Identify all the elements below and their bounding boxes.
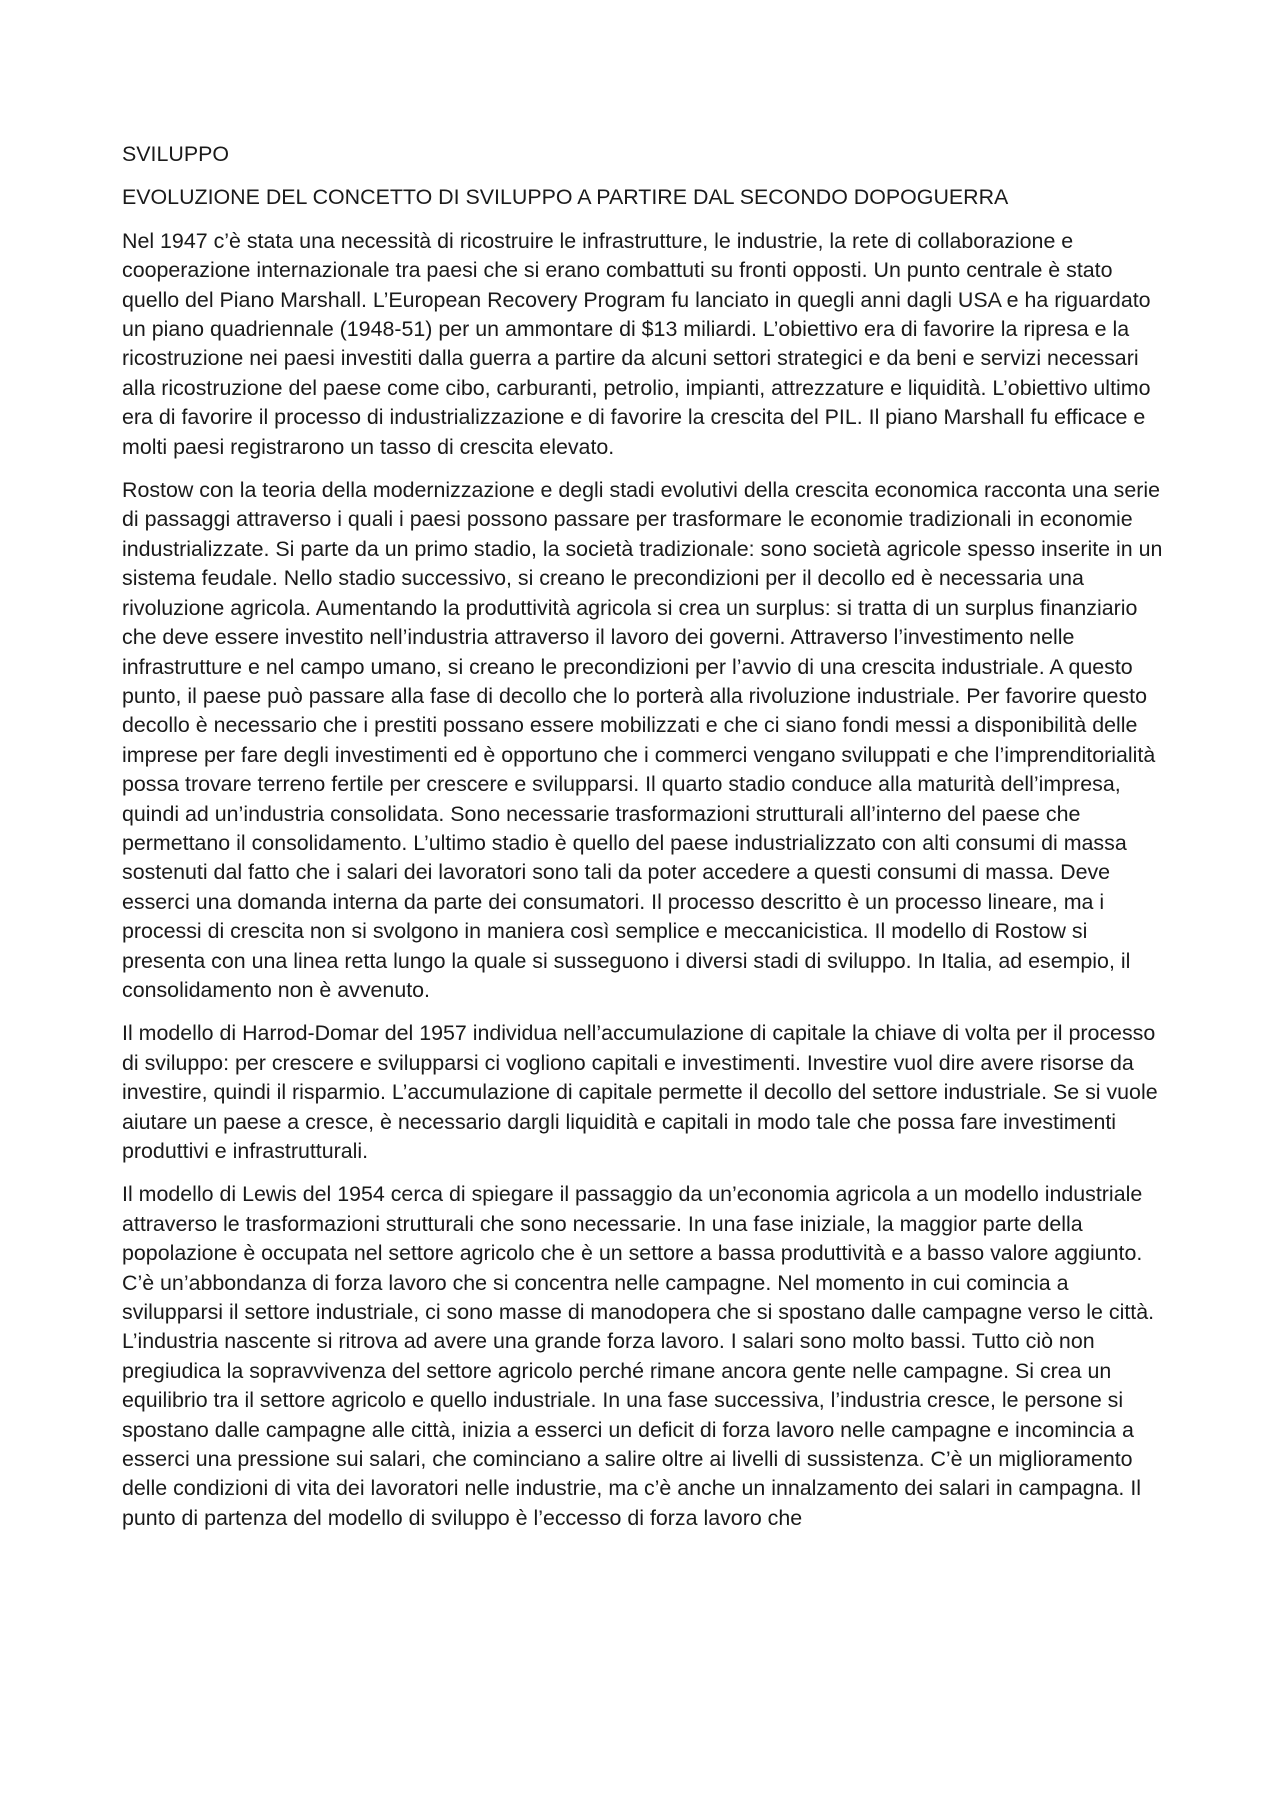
document-subtitle: EVOLUZIONE DEL CONCETTO DI SVILUPPO A PARTIRE DAL SECONDO DOPOGUERRA [122,185,1009,210]
paragraph-marshall-plan: Nel 1947 c’è stata una necessità di ricostruire le infrastrutture, le industrie, la rete di collaborazione e cooperazione internazionale tra paesi che si erano combattuti su fronti opposti. Un punto centrale è stato quello del Piano Marshall. L’European Recovery Program fu lanciato in quegli anni dagli USA e ha riguardato un piano quadriennale (1948-51) per un ammontare di $13 miliardi. L’obiettivo era di favorire la ripresa e la ricostruzione nei paesi investiti dalla guerra a partire da alcuni settori strategici e da beni e servizi necessari alla ricostruzione del paese come cibo, carburanti, petrolio, impianti, attrezzature e liquidità. L’obiettivo ultimo era di favorire il processo di industrializzazione e di favorire la crescita del PIL. Il piano Marshall fu efficace e molti paesi registrarono un tasso di crescita elevato. [122,228,1151,459]
document-page [122,140,1167,1547]
paragraph-rostow: Rostow con la teoria della modernizzazione e degli stadi evolutivi della crescita economica racconta una serie di passaggi attraverso i quali i paesi possono passare per trasformare le economie tradizionali in economie industrializzate. Si parte da un primo stadio, la società tradizionale: sono società agricole spesso inserite in un sistema feudale. Nello stadio successivo, si creano le precondizioni per il decollo ed è necessaria una rivoluzione agricola. Aumentando la produttività agricola si crea un surplus: si tratta di un surplus finanziario che deve essere investito nell’industria attraverso il lavoro dei governi. Attraverso l’investimento nelle infrastrutture e nel campo umano, si creano le precondizioni per l’avvio di una crescita industriale. A questo punto, il paese può passare alla fase di decollo che lo porterà alla rivoluzione industriale. Per favorire questo decollo è necessario che i prestiti possano essere mobilizzati e che ci siano fondi messi a disponibilità delle imprese per fare degli investimenti ed è opportuno che i commerci vengano sviluppati e che l’imprenditorialità possa trovare terreno fertile per crescere e svilupparsi. Il quarto stadio conduce alla maturità dell’impresa, quindi ad un’industria consolidata. Sono necessarie trasformazioni strutturali all’interno del paese che permettano il consolidamento. L’ultimo stadio è quello del paese industrializzato con alti consumi di massa sostenuti dal fatto che i salari dei lavoratori sono tali da poter accedere a questi consumi di massa. Deve esserci una domanda interna da parte dei consumatori. Il processo descritto è un processo lineare, ma i processi di crescita non si svolgono in maniera così semplice e meccanicistica. Il modello di Rostow si presenta con una linea retta lungo la quale si susseguono i diversi stadi di sviluppo. In Italia, ad esempio, il consolidamento non è avvenuto. [122,478,1163,1002]
document-title: SVILUPPO [122,142,229,166]
paragraph-lewis: Il modello di Lewis del 1954 cerca di spiegare il passaggio da un’economia agricola a un modello industriale attraverso le trasformazioni strutturali che sono necessarie. In una fase iniziale, la maggior parte della popolazione è occupata nel settore agricolo che è un settore a bassa produttività e a basso valore aggiunto. C’è un’abbondanza di forza lavoro che si concentra nelle campagne. Nel momento in cui comincia a svilupparsi il settore industriale, ci sono masse di manodopera che si spostano dalle campagne verso le città. L’industria nascente si ritrova ad avere una grande forza lavoro. I salari sono molto bassi. Tutto ciò non pregiudica la sopravvivenza del settore agricolo perché rimane ancora gente nelle campagne. Si crea un equilibrio tra il settore agricolo e quello industriale. In una fase successiva, l’industria cresce, le persone si spostano dalle campagne alle città, inizia a esserci un deficit di forza lavoro nelle campagne e incomincia a esserci una pressione sui salari, che cominciano a salire oltre ai livelli di sussistenza. C’è un miglioramento delle condizioni di vita dei lavoratori nelle industrie, ma c’è anche un innalzamento dei salari in campagna. Il punto di partenza del modello di sviluppo è l’eccesso di forza lavoro che [122,1182,1155,1530]
paragraph-harrod-domar: Il modello di Harrod-Domar del 1957 individua nell’accumulazione di capitale la chiave di volta per il processo di sviluppo: per crescere e svilupparsi ci vogliono capitali e investimenti. Investire vuol dire avere risorse da investire, quindi il risparmio. L’accumulazione di capitale permette il decollo del settore industriale. Se si vuole aiutare un paese a cresce, è necessario dargli liquidità e capitali in modo tale che possa fare investimenti produttivi e infrastrutturali. [122,1021,1158,1163]
